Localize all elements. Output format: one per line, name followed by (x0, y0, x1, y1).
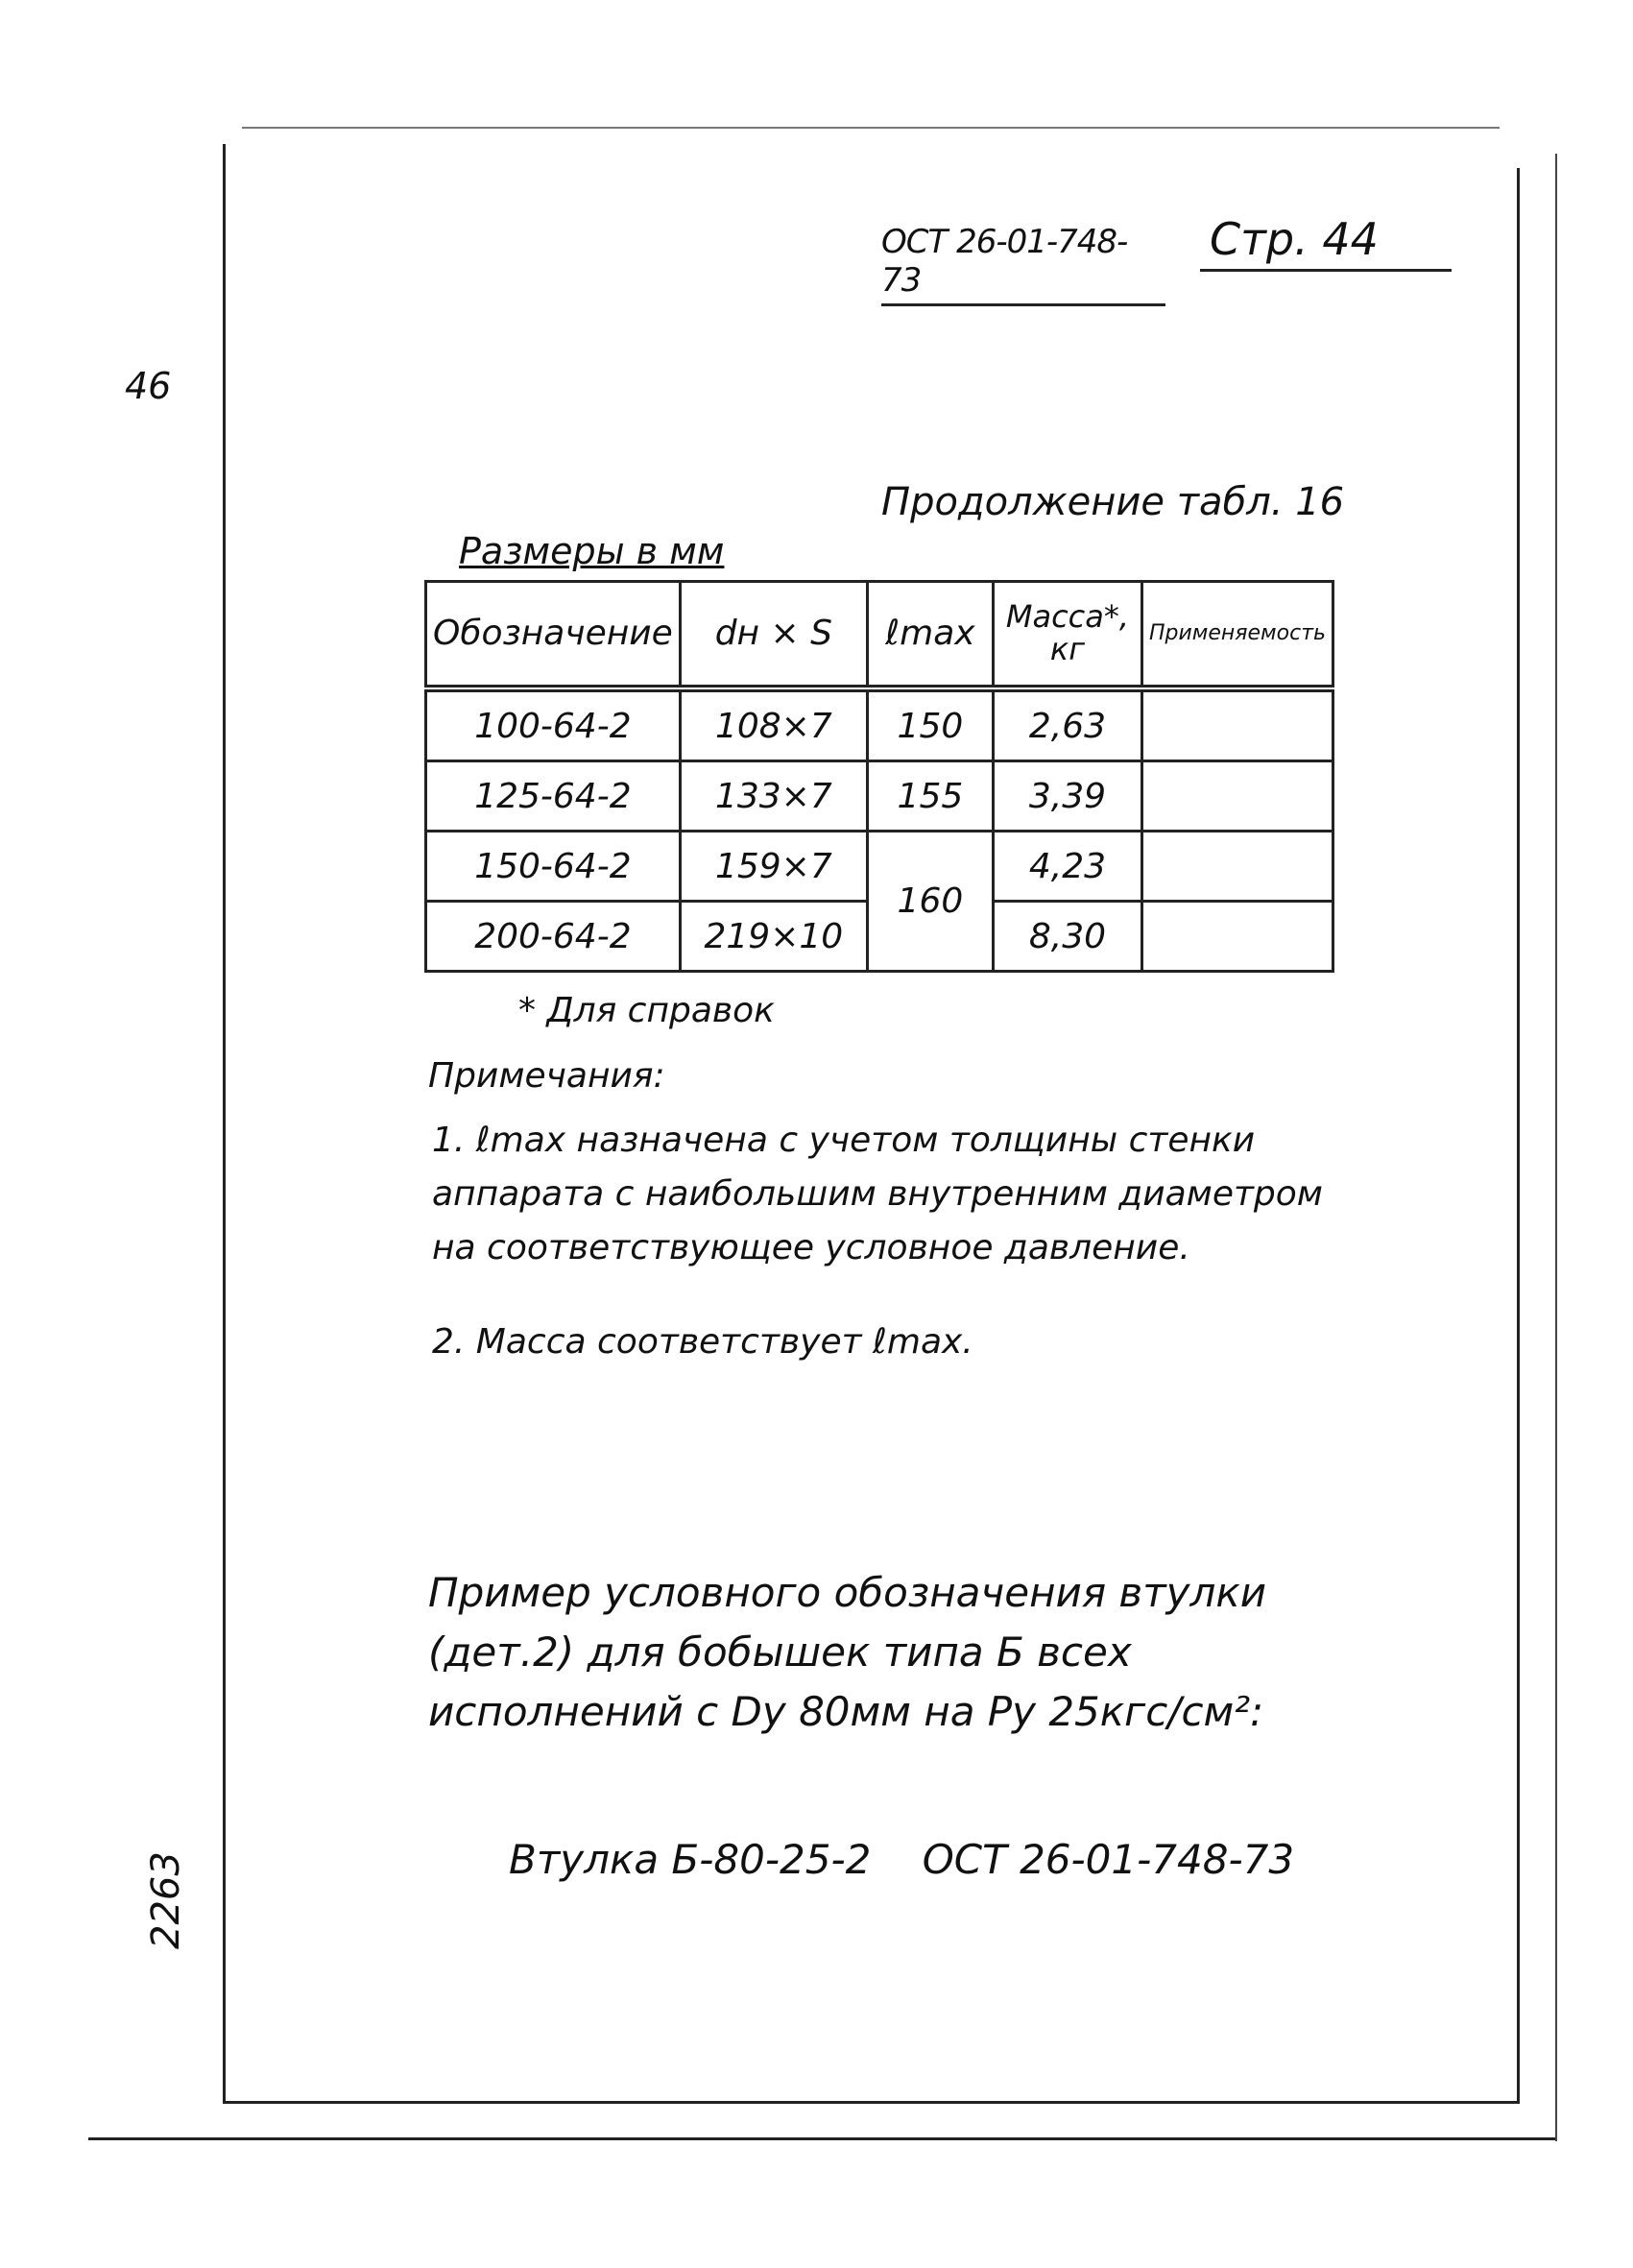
header-usage: Применяемость (1141, 582, 1333, 689)
cell-mass: 4,23 (993, 832, 1141, 902)
side-number: 2263 (144, 1851, 188, 1949)
table-caption: Продолжение табл. 16 (881, 480, 1345, 524)
frame-bottom-line (223, 2101, 1517, 2104)
header-lmax: ℓmax (867, 582, 993, 689)
table-row (426, 832, 1333, 902)
cell-usage (1141, 902, 1333, 972)
cell-designation: 100-64-2 (426, 688, 681, 761)
units-label: Размеры в мм (459, 530, 725, 572)
cell-mass: 3,39 (993, 761, 1141, 832)
frame-top-line (242, 127, 1500, 129)
table-row (426, 761, 1333, 832)
header-size: dн × S (680, 582, 867, 689)
cell-size: 219×10 (680, 902, 867, 972)
note-item: 1. ℓmax назначена с учетом толщины стенки аппарата с наибольшим внутренним диаметром на соответствующее условное давление. (432, 1121, 1323, 1267)
table-row (426, 688, 1333, 761)
table-footnote: * Для справок (518, 991, 775, 1030)
cell-usage (1141, 688, 1333, 761)
frame-right-line (1517, 168, 1520, 2104)
cell-mass: 8,30 (993, 902, 1141, 972)
designation-name: Втулка Б-80-25-2 (509, 1836, 872, 1883)
document-code: ОСТ 26-01-748-73 (881, 223, 1165, 306)
table-header-row (426, 582, 1333, 689)
example-designation (509, 1836, 1333, 1883)
cell-usage (1141, 761, 1333, 832)
cell-usage (1141, 832, 1333, 902)
cell-size: 159×7 (680, 832, 867, 902)
notes-title: Примечания: (428, 1056, 665, 1096)
cell-lmax-merged: 160 (867, 832, 993, 972)
cell-designation: 125-64-2 (426, 761, 681, 832)
frame-left-line (223, 144, 226, 2103)
example-text: Пример условного обозначения втулки (дет.2) для бобышек типа Б всех исполнений с Dу 80мм на Ру 25кгс/см²: (428, 1569, 1267, 1735)
archive-number: 46 (125, 365, 172, 407)
note-item: 2. Масса соответствует ℓmax. (432, 1322, 973, 1362)
header-mass: Масса*, кг (993, 582, 1141, 689)
cell-designation: 150-64-2 (426, 832, 681, 902)
cell-designation: 200-64-2 (426, 902, 681, 972)
cell-size: 108×7 (680, 688, 867, 761)
page-number: Стр. 44 (1200, 213, 1452, 272)
header-designation: Обозначение (426, 582, 681, 689)
cell-size: 133×7 (680, 761, 867, 832)
designation-standard: ОСТ 26-01-748-73 (922, 1836, 1295, 1883)
outer-bottom-line (88, 2137, 1557, 2140)
cell-mass: 2,63 (993, 688, 1141, 761)
cell-lmax: 155 (867, 761, 993, 832)
outer-right-line (1555, 154, 1557, 2141)
dimensions-table (424, 580, 1334, 973)
cell-lmax: 150 (867, 688, 993, 761)
